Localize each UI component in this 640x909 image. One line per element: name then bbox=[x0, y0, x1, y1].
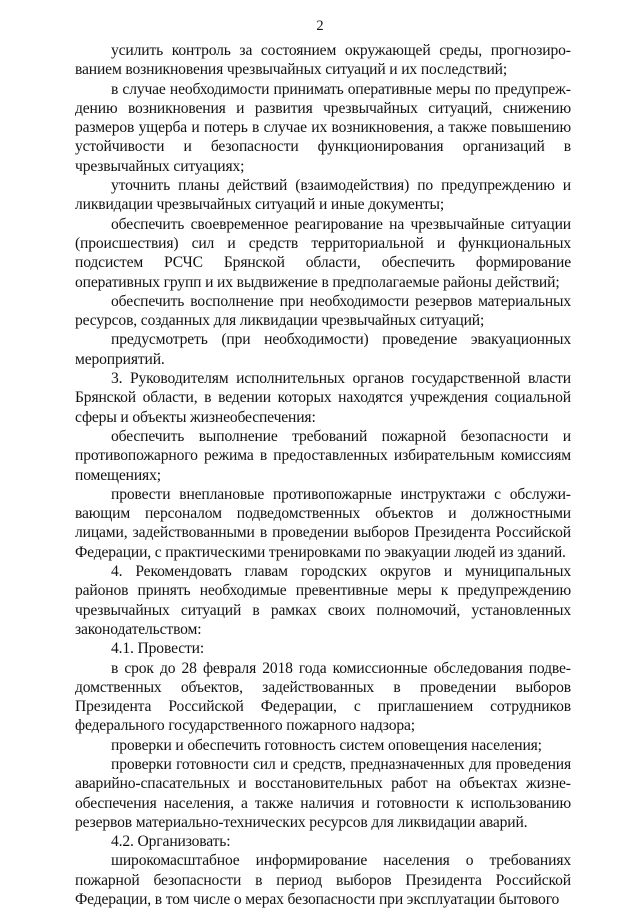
paragraph: в случае необходимости принимать оперативные меры по предупреждению возникновения и развития чрезвычайных ситуаций, снижению размеров ущерба и потерь в случае их возникновения, а также повышению устойчивости и безопасности функционирования организаций в чрезвычайных ситуациях; bbox=[75, 80, 571, 175]
paragraph: обеспечить восполнение при необходимости резервов материальных ресурсов, созданных для ликвидации чрезвычайных ситуаций; bbox=[75, 292, 571, 330]
paragraph: уточнить планы действий (взаимодействия) по предупреждению и ликвидации чрезвычайных ситуаций и иные документы; bbox=[75, 177, 571, 214]
paragraph: обеспечить своевременное реагирование на чрезвычайные ситуации (происшествия) сил и средств территориальной и функциональных подсистем РСЧС Брянской области, обеспечить формирование оперативных групп и их выдвижение в предполагаемые районы действий; bbox=[75, 215, 571, 291]
paragraph: в срок до 28 февраля 2018 года комиссионные обследования подведомственных объектов, задействованных в проведении выборов Президента Российской Федерации, с приглашением сотрудников федерального государственного пожарного надзора; bbox=[75, 659, 571, 735]
paragraph: широкомасштабное информирование населения о требованиях пожарной безопасности в период выборов Президента Российской Федерации, в том числе о мерах безопасности при эксплуатации бытового bbox=[75, 852, 571, 909]
document-body bbox=[75, 41, 571, 909]
paragraph: усилить контроль за состоянием окружающей среды, прогнозированием возникновения чрезвычайных ситуаций и их последствий; bbox=[75, 42, 571, 79]
page-number: 2 bbox=[316, 18, 324, 34]
paragraph: 3. Руководителям исполнительных органов государственной власти Брянской области, в ведении которых находятся учреждения социальной сферы и объекты жизнеобеспечения: bbox=[75, 370, 571, 426]
paragraph: 4.1. Провести: bbox=[111, 640, 205, 658]
paragraph: обеспечить выполнение требований пожарной безопасности и противопожарного режима в предоставленных избирательным комиссиям помещениях; bbox=[75, 427, 571, 484]
paragraph: предусмотреть (при необходимости) проведение эвакуационных мероприятий. bbox=[75, 331, 571, 368]
paragraph: 4.2. Организовать: bbox=[111, 833, 231, 851]
paragraph: проверки готовности сил и средств, предназначенных для проведения аварийно-спасательных и восстановительных работ на объектах жизнеобеспечения населения, а также наличия и готовности к использованию резервов материально-технических ресурсов для ликвидации аварий. bbox=[75, 755, 571, 831]
paragraph: 4. Рекомендовать главам городских округов и муниципальных районов принять необходимые превентивные меры к предупреждению чрезвычайных ситуаций в рамках своих полномочий, установленных законодательством: bbox=[75, 563, 571, 638]
paragraph: провести внеплановые противопожарные инструктажи с обслуживающим персоналом подведомственных объектов и должностными лицами, задействованными в проведении выборов Президента Российской Федерации, с практическими тренировками по эвакуации людей из зданий. bbox=[75, 485, 571, 561]
paragraph: проверки и обеспечить готовность систем оповещения населения; bbox=[111, 736, 542, 754]
